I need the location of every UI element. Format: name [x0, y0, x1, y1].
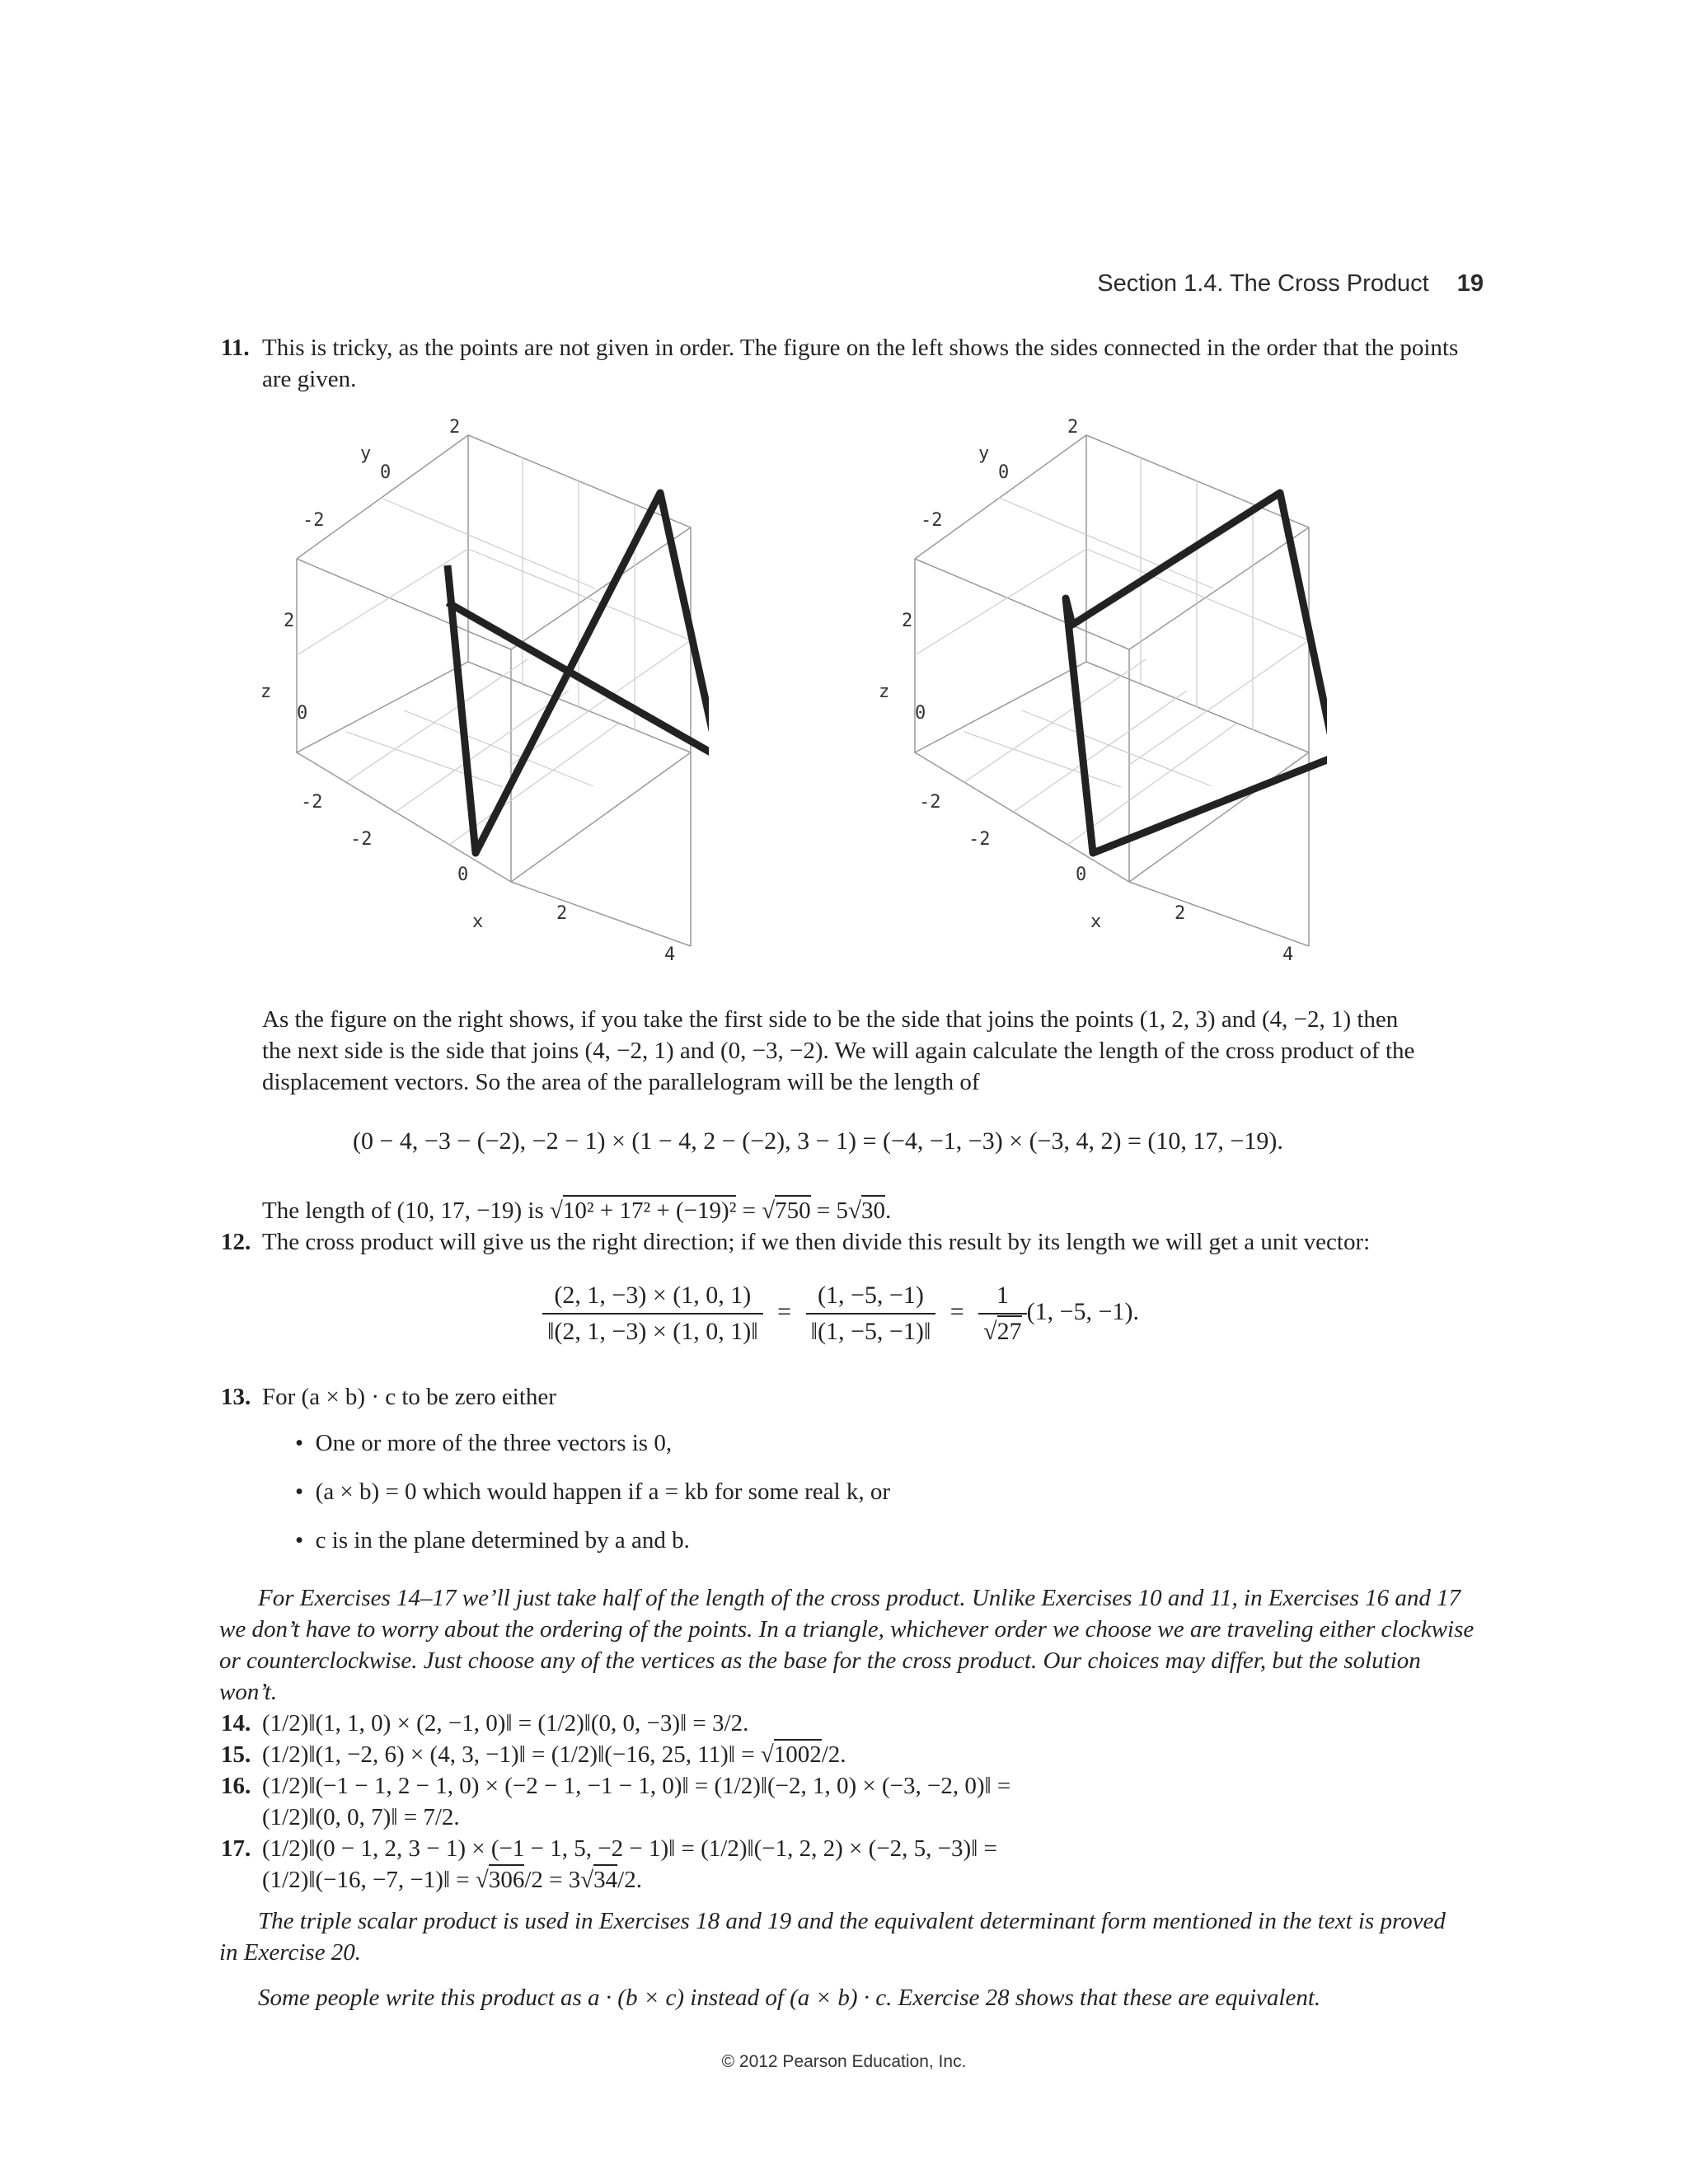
denominator: ‖(1, −5, −1)‖: [810, 1318, 931, 1345]
z-tick: 0: [915, 703, 926, 724]
plot-box: [297, 435, 691, 946]
bullet-item: • (a × b) = 0 which would happen if a = kb for some real k, or: [295, 1479, 891, 1505]
y-tick: 0: [998, 462, 1010, 483]
radicand: 34: [593, 1864, 617, 1893]
z-tick: 2: [284, 611, 295, 631]
radicand: 27: [997, 1315, 1022, 1345]
text-part: (1/2)‖(−16, −7, −1)‖ =: [262, 1867, 476, 1893]
x-tick: 2: [1175, 903, 1186, 924]
exercise-text-line: This is tricky, as the points are not given in order. The figure on the left shows the sides connected in the order that the points: [262, 335, 1459, 361]
exercise-text-line: (1/2)‖(0 − 1, 2, 3 − 1) × (−1 − 1, 5, −2 − 1)‖ = (1/2)‖(−1, 2, 2) × (−2, 5, −3)‖ =: [262, 1835, 997, 1862]
fraction: [978, 1282, 1026, 1346]
note-line: we don’t have to worry about the ordering of the points. In a triangle, whichever order we choose we are traveling either clockwise: [219, 1616, 1475, 1643]
exercise-number: 11.: [221, 335, 250, 361]
length-tail: = 5: [810, 1197, 849, 1224]
exercise-text-line: (1/2)‖(−16, −7, −1)‖ = √306/2 = 3√34/2.: [262, 1864, 642, 1896]
radicand: 1002: [774, 1739, 822, 1768]
radicand: 750: [775, 1195, 811, 1224]
note-line: won’t.: [219, 1679, 278, 1705]
y-axis-label: y: [360, 443, 372, 464]
exercise-text-line: (1/2)‖(0, 0, 7)‖ = 7/2.: [262, 1804, 460, 1830]
figure-left-3d-plot: [247, 408, 709, 960]
note-line: For Exercises 14–17 we’ll just take half of the length of the cross product. Unlike Exercises 10 and 11, in Exercises 16 and 17: [258, 1585, 1461, 1611]
numerator: (1, −5, −1): [806, 1282, 936, 1315]
x-axis-label: x: [472, 912, 484, 932]
bullet-item: • One or more of the three vectors is 0,: [295, 1430, 673, 1456]
x-tick: 0: [457, 865, 469, 885]
note-line: in Exercise 20.: [219, 1939, 362, 1966]
running-header: [1097, 270, 1484, 298]
section-title: Section 1.4. The Cross Product: [1097, 270, 1429, 297]
denominator: ‖(2, 1, −3) × (1, 0, 1)‖: [547, 1318, 758, 1345]
z-tick: 2: [902, 611, 913, 631]
exercise-text-line: (1/2)‖(−1 − 1, 2 − 1, 0) × (−2 − 1, −1 − 1, 0)‖ = (1/2)‖(−2, 1, 0) × (−3, −2, 0)‖ =: [262, 1773, 1011, 1799]
note-line: The triple scalar product is used in Exercises 18 and 19 and the equivalent determinant form mentioned in the text is proved: [258, 1908, 1446, 1934]
length-prefix: The length of (10, 17, −19) is: [262, 1197, 550, 1224]
exercise-number: 14.: [221, 1710, 251, 1736]
y-tick: 0: [380, 462, 392, 483]
length-line: The length of (10, 17, −19) is √10² + 17² + (−19)² = √750 = 5√30.: [262, 1195, 891, 1226]
denominator: √27: [978, 1315, 1026, 1346]
exercise-text-main: (1/2)‖(1, −2, 6) × (4, 3, −1)‖ = (1/2)‖(−16, 25, 11)‖ =: [262, 1741, 761, 1768]
x-tick: -2: [968, 829, 991, 850]
x-tick: -2: [350, 829, 373, 850]
x-tick: 0: [1076, 865, 1087, 885]
figure-right-3d-plot: [865, 408, 1327, 960]
bullet-text: c is in the plane determined by a and b.: [315, 1527, 690, 1554]
note-line: Some people write this product as a · (b × c) instead of (a × b) · c. Exercise 28 shows that these are equivalent.: [258, 1985, 1321, 2011]
fraction: [806, 1282, 936, 1346]
equals: =: [736, 1197, 762, 1224]
paragraph-line: the next side is the side that joins (4, −2, 1) and (0, −3, −2). We will again calculate the length of the cross product of the: [262, 1038, 1415, 1064]
exercise-number: 12.: [221, 1229, 251, 1255]
exercise-text: (1/2)‖(1, 1, 0) × (2, −1, 0)‖ = (1/2)‖(0, 0, −3)‖ = 3/2.: [262, 1710, 749, 1736]
z-tick: -2: [301, 792, 323, 813]
exercise-text-tail: /2.: [821, 1741, 846, 1768]
y-tick: 2: [449, 417, 461, 438]
y-axis-label: y: [978, 443, 990, 464]
exercise-text: For (a × b) · c to be zero either: [262, 1384, 556, 1410]
x-tick: 4: [1282, 944, 1294, 960]
z-axis-label: z: [879, 682, 890, 702]
display-equation: (0 − 4, −3 − (−2), −2 − 1) × (1 − 4, 2 − (−2), 3 − 1) = (−4, −1, −3) × (−3, 4, 2) = (10, 17, −19).: [353, 1127, 1283, 1155]
bullet-item: • c is in the plane determined by a and b.: [295, 1527, 690, 1554]
page-number: 19: [1456, 270, 1484, 297]
exercise-text: The cross product will give us the right direction; if we then divide this result by its length we will get a unit vector:: [262, 1229, 1371, 1255]
x-tick: 2: [556, 903, 568, 924]
unit-vector-equation: [542, 1282, 1139, 1346]
numerator: 1: [978, 1282, 1026, 1315]
paragraph-line: As the figure on the right shows, if you take the first side to be the side that joins the points (1, 2, 3) and (4, −2, 1) then: [262, 1006, 1399, 1033]
radicand: 30: [861, 1195, 885, 1224]
equals: =: [777, 1297, 792, 1325]
exercise-text: (1/2)‖(1, −2, 6) × (4, 3, −1)‖ = (1/2)‖(−16, 25, 11)‖ = √1002/2.: [262, 1739, 846, 1770]
text-part: /2 = 3: [524, 1867, 581, 1893]
copyright-footer: © 2012 Pearson Education, Inc.: [721, 2052, 967, 2071]
x-axis-label: x: [1090, 912, 1102, 932]
period: .: [884, 1197, 892, 1224]
equals: =: [950, 1297, 964, 1325]
exercise-number: 16.: [221, 1773, 251, 1799]
note-line: or counterclockwise. Just choose any of the vertices as the base for the cross product. Our choices may differ, but the solution: [219, 1647, 1421, 1674]
y-tick: -2: [921, 510, 943, 531]
paragraph-line: displacement vectors. So the area of the parallelogram will be the length of: [262, 1069, 980, 1095]
fraction: [542, 1282, 763, 1346]
x-tick: 4: [664, 944, 676, 960]
exercise-text-line: are given.: [262, 366, 357, 392]
exercise-number: 13.: [221, 1384, 251, 1410]
vector-tail: (1, −5, −1).: [1026, 1297, 1139, 1325]
y-tick: -2: [302, 510, 325, 531]
numerator: (2, 1, −3) × (1, 0, 1): [542, 1282, 763, 1315]
y-tick: 2: [1067, 417, 1079, 438]
bullet-text: (a × b) = 0 which would happen if a = kb for some real k, or: [315, 1479, 891, 1505]
z-axis-label: z: [260, 682, 272, 702]
exercise-number: 15.: [221, 1741, 251, 1768]
radicand: 306: [489, 1864, 525, 1893]
text-part: /2.: [617, 1867, 642, 1893]
radicand: 10² + 17² + (−19)²: [563, 1195, 736, 1224]
z-tick: 0: [297, 703, 308, 724]
bullet-text: One or more of the three vectors is 0,: [315, 1430, 673, 1456]
z-tick: -2: [919, 792, 941, 813]
exercise-number: 17.: [221, 1835, 251, 1862]
